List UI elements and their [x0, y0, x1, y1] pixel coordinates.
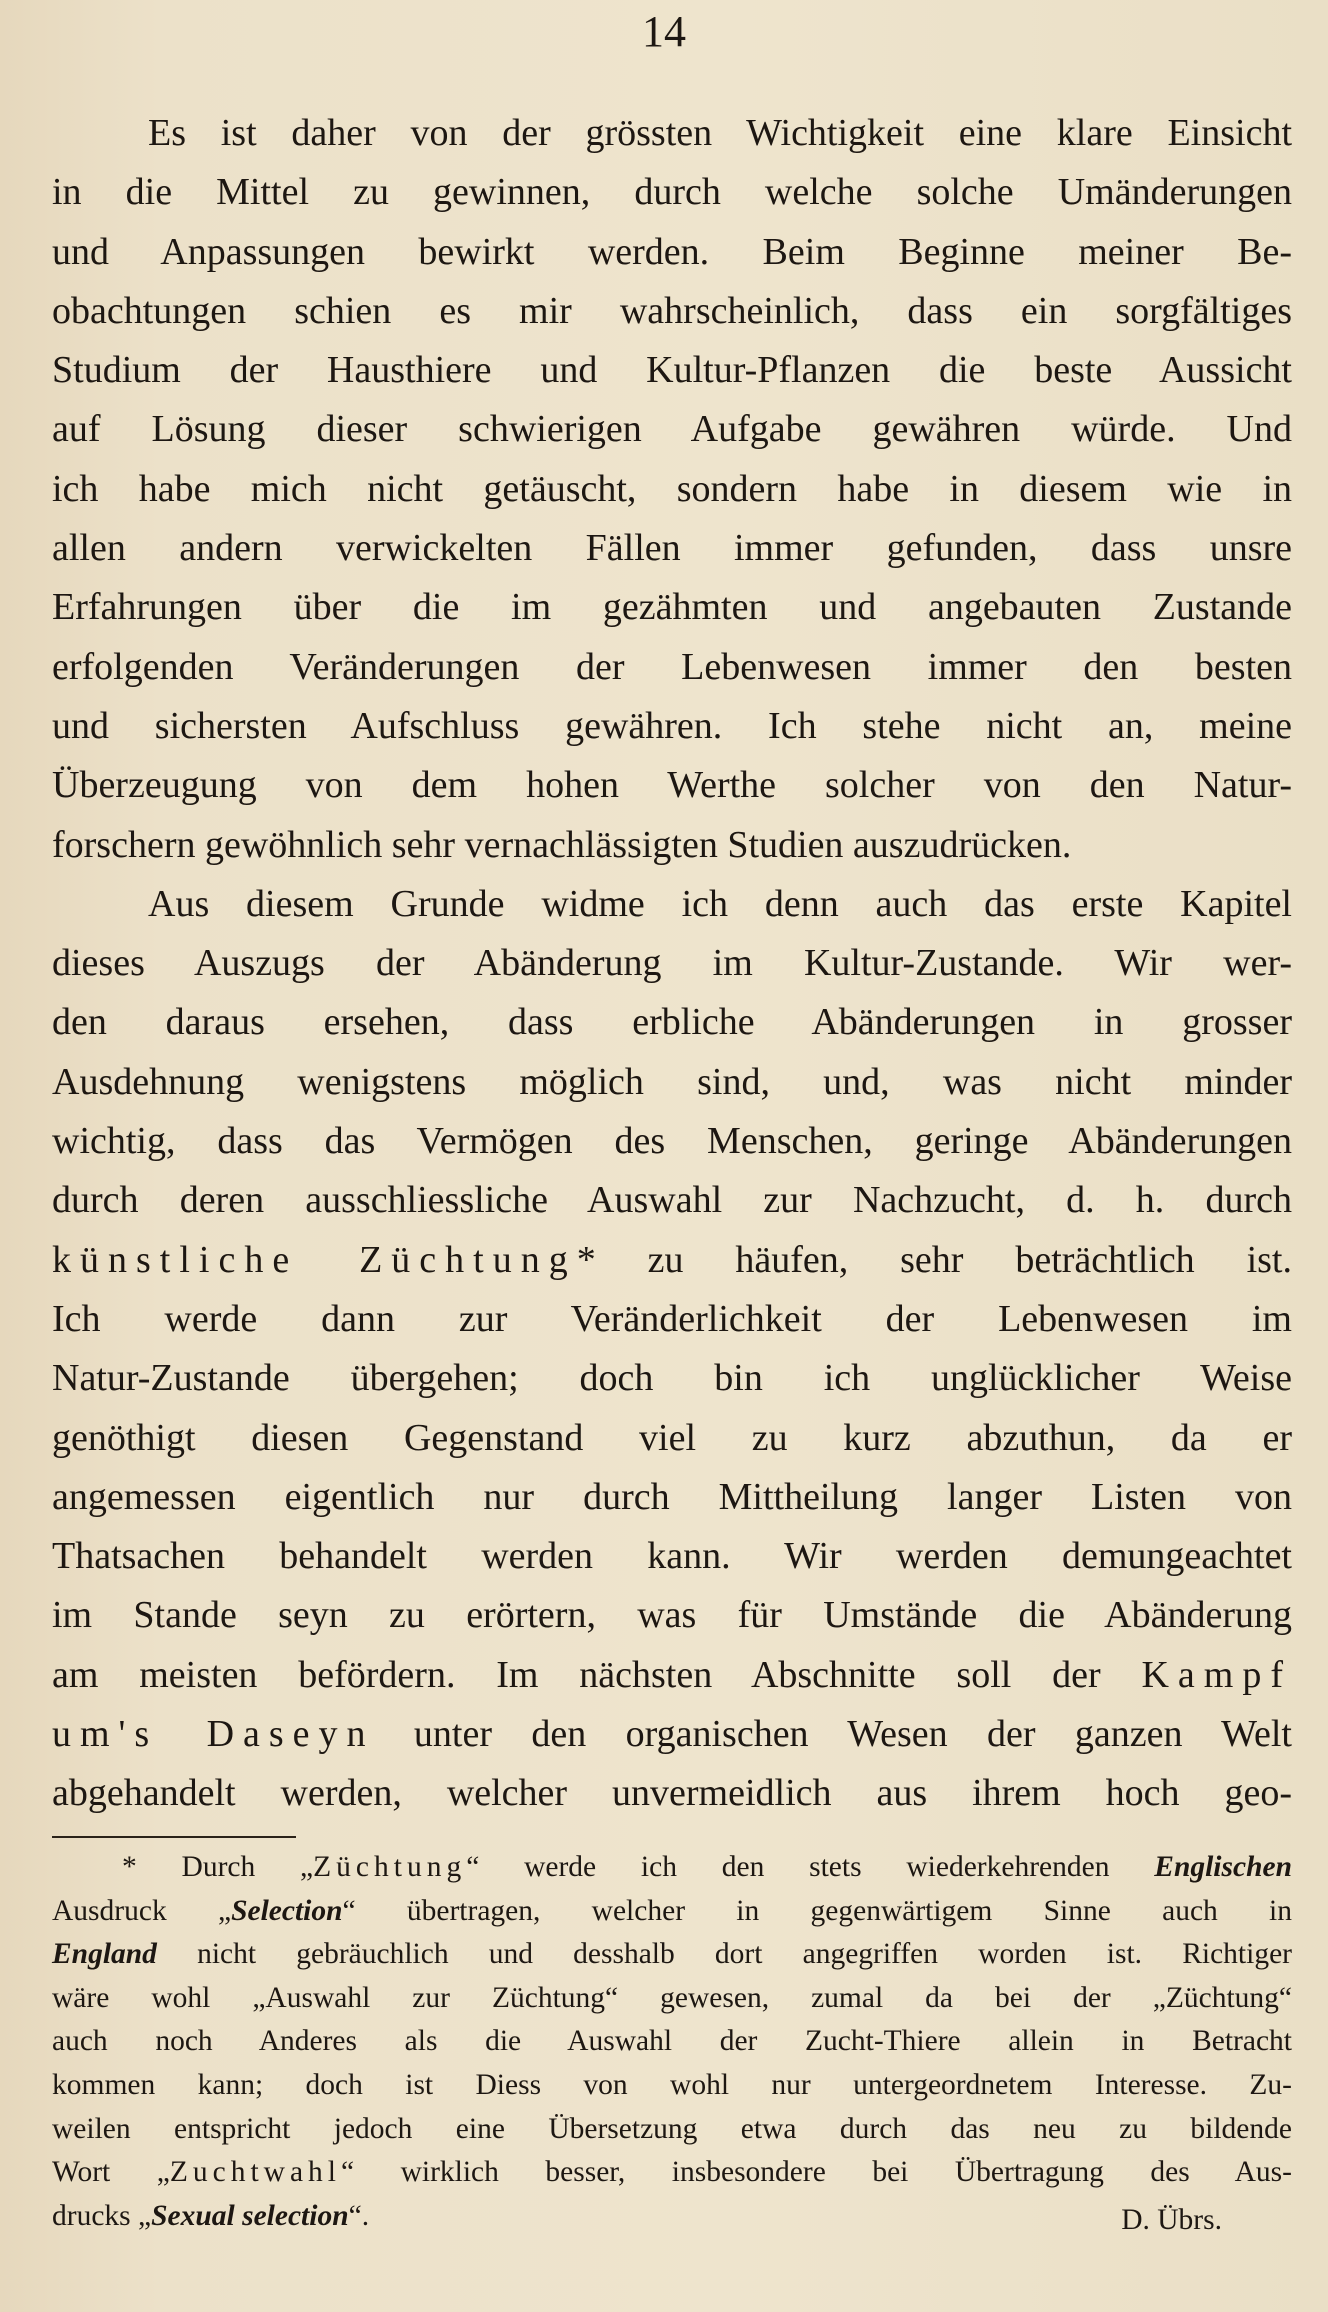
main-text — [52, 104, 1292, 1824]
spaced-term: künstliche Züchtung — [52, 1238, 577, 1281]
text-fragment: Ausdruck „ — [52, 1894, 232, 1927]
footnote-line: auch noch Anderes als die Auswahl der Zucht-Thiere allein in Betracht — [52, 2025, 1292, 2058]
spaced-term: um's Daseyn — [52, 1713, 375, 1756]
emphasis-term: Selection — [231, 1894, 343, 1927]
footnote-line — [52, 1846, 1292, 1890]
text-line: Studium der Hausthiere und Kultur-Pflanzen die beste Aussicht — [52, 349, 1292, 392]
text-line: Überzeugung von dem hohen Werthe solcher von den Natur- — [52, 764, 1292, 807]
text-line: Natur-Zustande übergehen; doch bin ich unglücklicher Weise — [52, 1357, 1292, 1400]
footnote-line — [52, 2151, 1292, 2195]
text-line: Erfahrungen über die im gezähmten und angebauten Zustande — [52, 586, 1292, 629]
text-line-with-spaced-term — [52, 1231, 1292, 1290]
footnote — [52, 1846, 1292, 2238]
page-number: 14 — [642, 7, 686, 56]
spaced-term: Kampf — [1141, 1653, 1292, 1696]
footnote-line: wäre wohl „Auswahl zur Züchtung“ gewesen, zumal da bei der „Züchtung“ — [52, 1981, 1292, 2014]
text-line: in die Mittel zu gewinnen, durch welche solche Umänderungen — [52, 171, 1292, 214]
text-line: den daraus ersehen, dass erbliche Abänderungen in grosser — [52, 1001, 1292, 1044]
text-line-with-spaced-term — [52, 1705, 1292, 1764]
text-line: durch deren ausschliessliche Auswahl zur Nachzucht, d. h. durch — [52, 1179, 1292, 1222]
emphasis-term: England — [52, 1938, 157, 1971]
text-fragment: “ werde ich den stets wiederkehrenden — [466, 1851, 1155, 1883]
text-line: dieses Auszugs der Abänderung im Kultur-Zustande. Wir wer- — [52, 942, 1292, 985]
text-line: im Stande seyn zu erörtern, was für Umstände die Abänderung — [52, 1594, 1292, 1637]
text-line-with-spaced-term — [52, 1646, 1292, 1705]
footnote-line: weilen entspricht jedoch eine Übersetzung etwa durch das neu zu bildende — [52, 2112, 1292, 2145]
text-line: Thatsachen behandelt werden kann. Wir werden demungeachtet — [52, 1535, 1292, 1578]
text-fragment: “. — [348, 2199, 370, 2232]
text-line: obachtungen schien es mir wahrscheinlich, dass ein sorgfältiges — [52, 289, 1292, 332]
text-fragment: unter den organischen Wesen der ganzen Welt — [374, 1713, 1292, 1756]
text-line: wichtig, dass das Vermögen des Menschen, geringe Abänderungen — [52, 1120, 1292, 1163]
paragraph-1 — [52, 104, 1292, 875]
emphasis-term: Sexual selection — [151, 2199, 349, 2232]
text-line: und Anpassungen bewirkt werden. Beim Beginne meiner Be- — [52, 230, 1292, 273]
spaced-term: Zuchtwahl — [169, 2156, 341, 2189]
text-line: abgehandelt werden, welcher unvermeidlich aus ihrem hoch geo- — [52, 1772, 1292, 1815]
footnote-line: kommen kann; doch ist Diess von wohl nur untergeordnetem Interesse. Zu- — [52, 2068, 1292, 2101]
text-line: erfolgenden Veränderungen der Lebenwesen immer den besten — [52, 645, 1292, 688]
footnote-line — [52, 1890, 1292, 1934]
paragraph-2 — [52, 875, 1292, 1824]
text-line: auf Lösung dieser schwierigen Aufgabe gewähren würde. Und — [52, 408, 1292, 451]
text-fragment: drucks „ — [52, 2199, 152, 2232]
text-line: ich habe mich nicht getäuscht, sondern habe in diesem wie in — [52, 467, 1292, 510]
text-fragment: nicht gebräuchlich und desshalb dort angegriffen worden ist. Richtiger — [156, 1938, 1292, 1971]
text-fragment: “ übertragen, welcher in gegenwärtigem Sinne auch in — [342, 1894, 1293, 1927]
text-line: Ich werde dann zur Veränderlichkeit der Lebenwesen im — [52, 1297, 1292, 1340]
footnote-separator — [52, 1836, 296, 1838]
text-line: genöthigt diesen Gegenstand viel zu kurz abzuthun, da er — [52, 1416, 1292, 1459]
text-fragment: am meisten befördern. Im nächsten Abschnitte soll der — [52, 1653, 1142, 1696]
translator-signature: D. Übrs. — [1121, 2203, 1222, 2236]
text-fragment: * zu häufen, sehr beträchtlich ist. — [576, 1238, 1292, 1281]
footnote-line — [52, 2195, 1292, 2239]
text-line: Es ist daher von der grössten Wichtigkeit eine klare Einsicht — [148, 112, 1292, 154]
text-line: angemessen eigentlich nur durch Mittheilung langer Listen von — [52, 1475, 1292, 1518]
text-fragment: * Durch „ — [122, 1851, 314, 1883]
text-line: forschern gewöhnlich sehr vernachlässigten Studien auszudrücken. — [52, 823, 1072, 866]
text-line: Ausdehnung wenigstens möglich sind, und, was nicht minder — [52, 1060, 1292, 1103]
spaced-term: Züchtung — [313, 1851, 467, 1883]
footnote-line — [52, 1933, 1292, 1977]
text-line: Aus diesem Grunde widme ich denn auch das erste Kapitel — [148, 882, 1292, 925]
emphasis-term: Englischen — [1154, 1851, 1292, 1883]
text-fragment: Wort „ — [52, 2156, 170, 2189]
text-line: und sichersten Aufschluss gewähren. Ich stehe nicht an, meine — [52, 704, 1292, 747]
text-line: allen andern verwickelten Fällen immer gefunden, dass unsre — [52, 527, 1292, 570]
text-fragment: “ wirklich besser, insbesondere bei Übertragung des Aus- — [341, 2156, 1292, 2189]
